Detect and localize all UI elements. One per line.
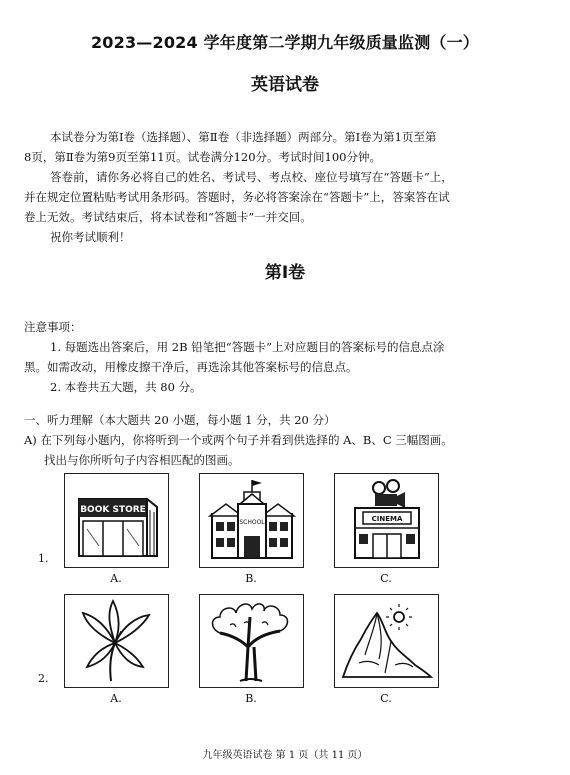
intro-line: 8页，第Ⅱ卷为第9页至第11页。试卷满分120分。考试时间100分钟。 <box>24 150 381 164</box>
option-image-box[interactable] <box>199 594 304 688</box>
note-line: 黑。如需改动，用橡皮擦干净后，再选涂其他答案标号的信息点。 <box>24 360 358 374</box>
note-line: 2. 本卷共五大题，共 80 分。 <box>50 380 202 394</box>
option-image-box[interactable] <box>334 473 439 568</box>
intro-line: 本试卷分为第Ⅰ卷（选择题）、第Ⅱ卷（非选择题）两部分。第Ⅰ卷为第1页至第 <box>50 130 437 144</box>
good-luck-text: 祝你考试顺利！ <box>50 230 131 244</box>
option-label: C. <box>380 572 392 585</box>
exam-subtitle: 英语试卷 <box>251 75 319 95</box>
intro-line: 答卷前，请你务必将自己的姓名、考试号、考点校、座位号填写在“答题卡”上， <box>50 170 453 184</box>
option-image-box[interactable] <box>199 473 304 568</box>
part1-instruction: 找出与你所听句子内容相匹配的图画。 <box>44 453 240 467</box>
note-line: 1. 每题选出答案后，用 2B 铅笔把“答题卡”上对应题目的答案标号的信息点涂 <box>50 340 445 354</box>
bookstore-icon <box>65 474 168 567</box>
option-image-box[interactable] <box>334 594 439 688</box>
option-label: A. <box>110 692 122 705</box>
mountain-sun-icon <box>335 595 438 687</box>
cinema-icon <box>335 474 438 567</box>
option-image-box[interactable] <box>64 473 169 568</box>
notes-heading: 注意事项： <box>24 320 82 334</box>
school-sign: SCHOOL <box>239 519 265 526</box>
cinema-sign: CINEMA <box>371 515 403 523</box>
intro-line: 卷上无效。考试结束后，将本试卷和“答题卡”一并交回。 <box>24 210 312 224</box>
exam-title: 2023—2024 学年度第二学期九年级质量监测（一） <box>90 33 480 52</box>
question-number: 2. <box>38 672 49 685</box>
option-label: B. <box>245 572 257 585</box>
tree-icon <box>200 595 303 687</box>
intro-line: 并在规定位置粘贴考试用条形码。答题时，务必将答案涂在“答题卡”上，答案答在试 <box>24 190 450 204</box>
part1-instruction: A) 在下列每小题内，你将听到一个或两个句子并看到供选择的 A、B、C 三幅图画。 <box>24 433 453 447</box>
option-label: C. <box>380 692 392 705</box>
page-footer: 九年级英语试卷 第 1 页（共 11 页） <box>202 750 368 761</box>
school-building-icon <box>200 474 303 567</box>
option-label: B. <box>245 692 257 705</box>
part1-heading: 一、听力理解（本大题共 20 小题，每小题 1 分，共 20 分） <box>24 413 336 427</box>
lily-flower-icon <box>65 595 168 687</box>
section-title: 第Ⅰ卷 <box>264 263 306 283</box>
option-image-box[interactable] <box>64 594 169 688</box>
option-label: A. <box>110 572 122 585</box>
bookstore-sign: BOOK STORE <box>80 505 146 515</box>
question-number: 1. <box>38 552 49 565</box>
